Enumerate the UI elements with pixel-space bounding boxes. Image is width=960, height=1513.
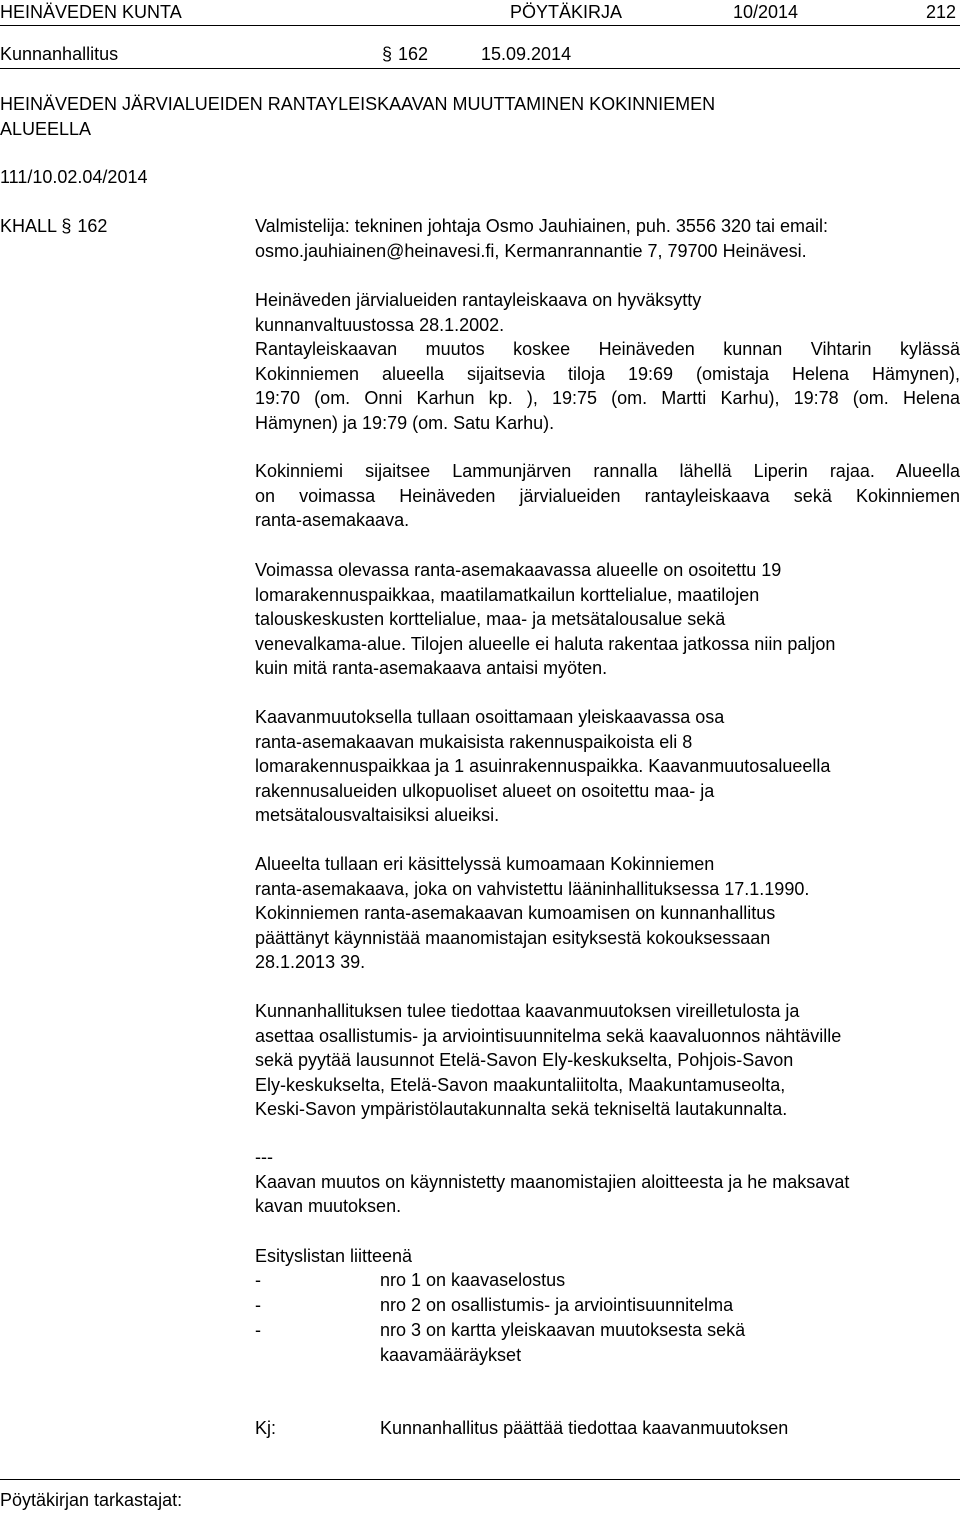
text-line: 28.1.2013 39. xyxy=(255,952,366,972)
text-line: metsätalousvaltaisiksi alueiksi. xyxy=(255,805,500,825)
text-line: lomarakennuspaikkaa ja 1 asuinrakennuspaikka. Kaavanmuutosalueella xyxy=(255,756,831,776)
footer-divider xyxy=(0,1479,960,1480)
preparer-paragraph xyxy=(255,214,960,263)
text-line: lomarakennuspaikkaa, maatilamatkailun korttelialue, maatilojen xyxy=(255,584,760,605)
text-line: Hämynen) ja 19:79 (om. Satu Karhu). xyxy=(255,412,555,433)
text-line: Kaavanmuutoksella tullaan osoittamaan yleiskaavassa osa xyxy=(255,707,725,727)
text-line: Heinäveden järvialueiden rantayleiskaava on hyväksytty xyxy=(255,290,702,310)
section-value: 162 xyxy=(398,44,429,64)
text-line: Alueelta tullaan eri käsittelyssä kumoamaan Kokinniemen xyxy=(255,854,715,874)
proposal-text: Kunnanhallitus päättää tiedottaa kaavanmuutoksen xyxy=(380,1418,789,1438)
list-dash: - xyxy=(255,1270,261,1290)
background-paragraph xyxy=(255,288,960,435)
text-line: Kunnanhallituksen tulee tiedottaa kaavanmuutoksen vireilletulosta ja xyxy=(255,1001,800,1021)
khall-label: KHALL xyxy=(0,216,57,236)
attachments-section xyxy=(255,1244,960,1269)
repeal-paragraph xyxy=(255,852,960,975)
khall-number: 162 xyxy=(77,216,108,236)
text-line: talouskeskusten korttelialue, maa- ja metsätalousalue sekä xyxy=(255,609,726,629)
text-line: Ely-keskukselta, Etelä-Savon maakuntaliitolta, Maakuntamuseolta, xyxy=(255,1074,786,1095)
list-dash: - xyxy=(255,1295,261,1315)
location-paragraph xyxy=(255,459,960,533)
attachments-heading: Esityslistan liitteenä xyxy=(255,1246,413,1266)
text-line: Valmistelija: tekninen johtaja Osmo Jauhiainen, puh. 3556 320 tai email: xyxy=(255,216,829,236)
text-line: kunnanvaltuustossa 28.1.2002. xyxy=(255,314,505,335)
reference-number: 111/10.02.04/2014 xyxy=(0,167,148,187)
separator-line: --- xyxy=(255,1147,273,1167)
text-line: Kokinniemi sijaitsee Lammunjärven rannalla lähellä Liperin rajaa. Alueella xyxy=(255,461,960,481)
text-line: Kokinniemen alueella sijaitsevia tiloja 19:69 (omistaja Helena Hämynen), xyxy=(255,363,960,384)
list-item: nro 2 on osallistumis- ja arviointisuunnitelma xyxy=(380,1295,734,1315)
text-line: 19:70 (om. Onni Karhun kp. ), 19:75 (om. Martti Karhu), 19:78 (om. Helena xyxy=(255,388,960,408)
page-number: 212 xyxy=(926,2,957,22)
header-divider xyxy=(0,25,960,26)
notification-paragraph xyxy=(255,999,960,1122)
text-line: Kaavan muutos on käynnistetty maanomistajien aloitteesta ja he maksavat xyxy=(255,1171,850,1192)
verifiers-label: Pöytäkirjan tarkastajat: xyxy=(0,1490,183,1510)
section-number xyxy=(382,42,428,67)
text-line: venevalkama-alue. Tilojen alueelle ei haluta rakentaa jatkossa niin paljon xyxy=(255,633,836,654)
text-line: kavan muutoksen. xyxy=(255,1196,402,1216)
text-line: sekä pyytää lausunnot Etelä-Savon Ely-keskukselta, Pohjois-Savon xyxy=(255,1050,794,1070)
current-plan-paragraph xyxy=(255,558,960,681)
list-item: nro 1 on kaavaselostus xyxy=(380,1270,566,1290)
municipality-name: HEINÄVEDEN KUNTA xyxy=(0,2,182,22)
text-line: on voimassa Heinäveden järvialueiden rantayleiskaava sekä Kokinniemen xyxy=(255,485,960,506)
initiative-paragraph xyxy=(255,1145,960,1219)
text-line: kuin mitä ranta-asemakaava antaisi myöten. xyxy=(255,658,608,678)
text-line: Keski-Savon ympäristölautakunnalta sekä tekniseltä lautakunnalta. xyxy=(255,1099,788,1119)
list-item-continuation: kaavamääräykset xyxy=(380,1345,522,1365)
text-line: Voimassa olevassa ranta-asemakaavassa alueelle on osoitettu 19 xyxy=(255,560,782,580)
document-title xyxy=(0,92,715,141)
list-item: nro 3 on kartta yleiskaavan muutoksesta sekä xyxy=(380,1320,746,1340)
section-symbol: § xyxy=(61,216,72,236)
text-line: asettaa osallistumis- ja arviointisuunnitelma sekä kaavaluonnos nähtäville xyxy=(255,1025,842,1046)
meeting-divider xyxy=(0,68,960,69)
text-line: Kokinniemen ranta-asemakaavan kumoamisen on kunnanhallitus xyxy=(255,903,776,923)
document-type: PÖYTÄKIRJA xyxy=(510,2,623,22)
title-line: ALUEELLA xyxy=(0,118,92,139)
text-line: rakennusalueiden ulkopuoliset alueet on osoitettu maa- ja xyxy=(255,780,715,801)
text-line: osmo.jauhiainen@heinavesi.fi, Kermanrannantie 7, 79700 Heinävesi. xyxy=(255,240,807,261)
amendment-paragraph xyxy=(255,705,960,828)
khall-section xyxy=(0,214,107,239)
meeting-date: 15.09.2014 xyxy=(481,44,572,64)
document-number: 10/2014 xyxy=(733,2,799,22)
text-line: ranta-asemakaavan mukaisista rakennuspaikoista eli 8 xyxy=(255,731,693,752)
text-line: ranta-asemakaava. xyxy=(255,510,410,530)
section-symbol: § xyxy=(382,44,393,64)
text-line: Rantayleiskaavan muutos koskee Heinäveden kunnan Vihtarin kylässä xyxy=(255,339,960,359)
list-dash: - xyxy=(255,1320,261,1340)
text-line: ranta-asemakaava, joka on vahvistettu lääninhallituksessa 17.1.1990. xyxy=(255,878,810,899)
meeting-body: Kunnanhallitus xyxy=(0,44,119,64)
proposal-label: Kj: xyxy=(255,1418,277,1438)
text-line: päättänyt käynnistää maanomistajan esityksestä kokouksessaan xyxy=(255,927,771,948)
title-line: HEINÄVEDEN JÄRVIALUEIDEN RANTAYLEISKAAVAN MUUTTAMINEN KOKINNIEMEN xyxy=(0,94,716,114)
